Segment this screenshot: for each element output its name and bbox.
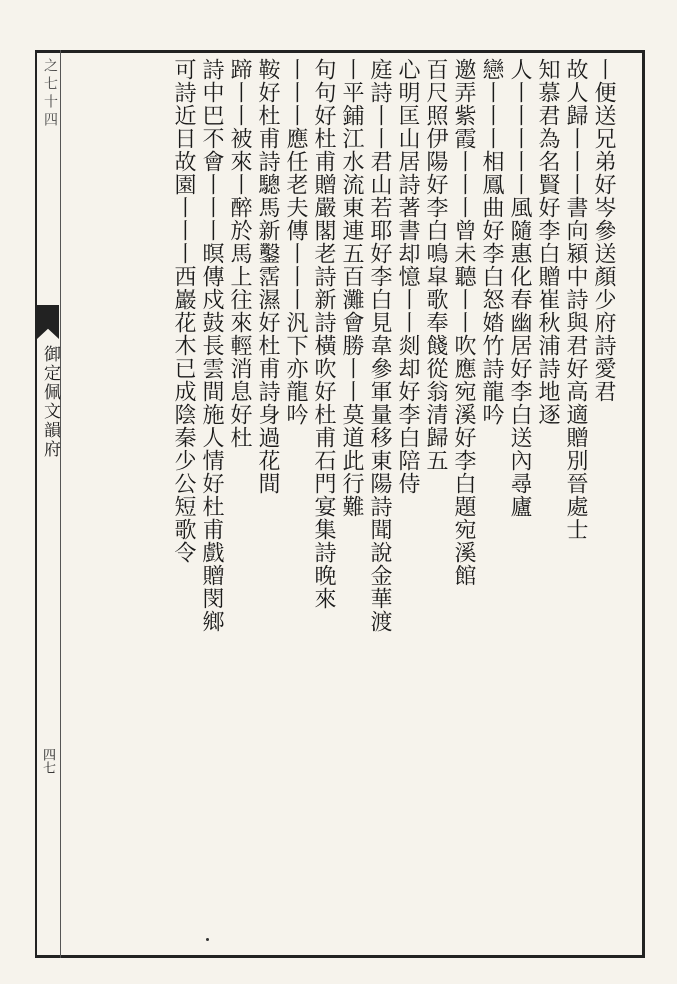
text-column: 丨平鋪江水流東連五百灘會勝丨丨莫道此行難: [339, 58, 364, 518]
gutter-divider: [60, 50, 61, 958]
frame-bottom-border: [35, 955, 645, 958]
text-column: 戀丨丨丨相鳳曲好李白怒㛥竹詩龍吟: [479, 58, 504, 426]
text-column: 可詩近日故園丨丨丨西巖花木已成陰秦少公短歌令: [171, 58, 196, 564]
text-column: 庭詩丨丨君山若耶好李白見韋參軍量移東陽詩聞說金華渡: [367, 58, 392, 633]
text-column: 鞍好杜甫詩驄馬新鑿霑濕好杜甫詩身過花間: [255, 58, 280, 495]
text-column: 人丨丨丨丨丨風隨惠化春幽居好李白送內尋廬: [507, 58, 532, 518]
ink-dot: [206, 938, 209, 941]
frame-right-border: [642, 50, 645, 958]
text-column: 蹄丨丨被來丨醉於馬上往來輕消息好杜: [227, 58, 252, 449]
text-column: 詩中巴不會丨丨丨暝傳戍鼓長雲間施人情好杜甫戲贈閔鄉: [199, 58, 224, 633]
text-column: 丨丨丨應任老夫傳丨丨丨汎下亦龍吟: [283, 58, 308, 426]
text-column: 句句好杜甫贈嚴閣老詩新詩橫吹好杜甫石門宴集詩晚來: [311, 58, 336, 610]
frame-top-border: [35, 50, 645, 53]
page-number: 四七: [40, 748, 55, 774]
frame-left-border: [35, 50, 37, 958]
margin-top-fragment: 之七十四: [42, 58, 58, 130]
text-column: 邀弄紫霞丨丨丨曾未聽丨丨吹應宛溪好李白題宛溪館: [451, 58, 476, 587]
text-column: 心明匡山居詩著書却憶丨丨剡却好李白陪侍: [395, 58, 420, 495]
text-column: 故人歸丨丨丨書向潁中詩與君好高適贈別晉處士: [563, 58, 588, 541]
text-column: 百尺照伊陽好李白鳴皐歌奉餞從翁清歸五: [423, 58, 448, 472]
text-column: 丨便送兄弟好岑參送顏少府詩愛君: [591, 58, 616, 403]
fishtail-mark-icon: [37, 305, 59, 339]
book-title: 御定佩文韻府: [40, 345, 60, 459]
text-column: 知慕君為名賢好李白贈崔秋浦詩地逐: [535, 58, 560, 426]
